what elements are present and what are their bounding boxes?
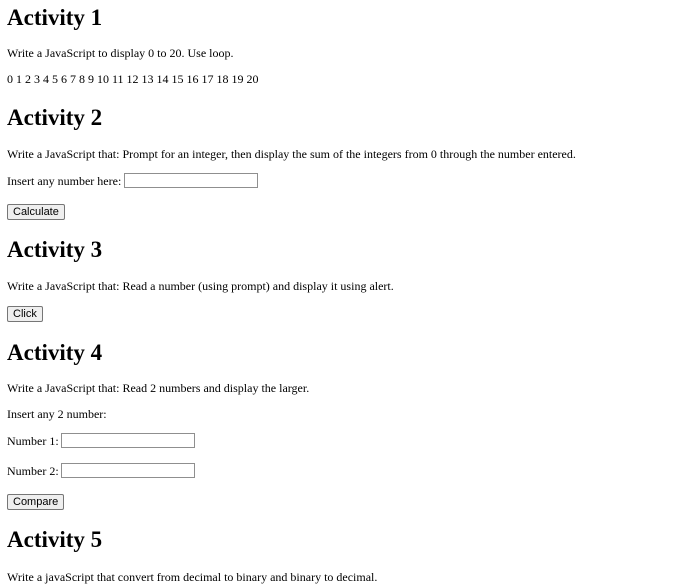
- activity3-heading: Activity 3: [7, 237, 103, 262]
- activity2-input-label: Insert any number here:: [7, 174, 122, 188]
- activity2-description: Write a JavaScript that: Prompt for an integer, then display the sum of the integers from 0 through the number entered.: [7, 147, 576, 161]
- compare-button[interactable]: Compare: [7, 494, 64, 510]
- click-button[interactable]: Click: [7, 306, 43, 322]
- activity2-heading: Activity 2: [7, 105, 103, 130]
- activity2-number-input[interactable]: [124, 173, 258, 188]
- number2-label: Number 2:: [7, 464, 59, 478]
- activity4-description: Write a JavaScript that: Read 2 numbers and display the larger.: [7, 381, 310, 395]
- activity1-heading: Activity 1: [7, 5, 103, 30]
- activity1-description: Write a JavaScript to display 0 to 20. Use loop.: [7, 46, 234, 60]
- activity5-heading: Activity 5: [7, 527, 103, 552]
- activity4-heading: Activity 4: [7, 340, 103, 365]
- number2-input[interactable]: [61, 463, 195, 478]
- calculate-button[interactable]: Calculate: [7, 204, 65, 220]
- number1-label: Number 1:: [7, 434, 59, 448]
- activity1-output: 0 1 2 3 4 5 6 7 8 9 10 11 12 13 14 15 16 17 18 19 20: [7, 72, 259, 86]
- number1-input[interactable]: [61, 433, 195, 448]
- activity3-description: Write a JavaScript that: Read a number (using prompt) and display it using alert.: [7, 279, 394, 293]
- activity4-instruction: Insert any 2 number:: [7, 407, 107, 421]
- activity5-description: Write a javaScript that convert from decimal to binary and binary to decimal.: [7, 570, 378, 584]
